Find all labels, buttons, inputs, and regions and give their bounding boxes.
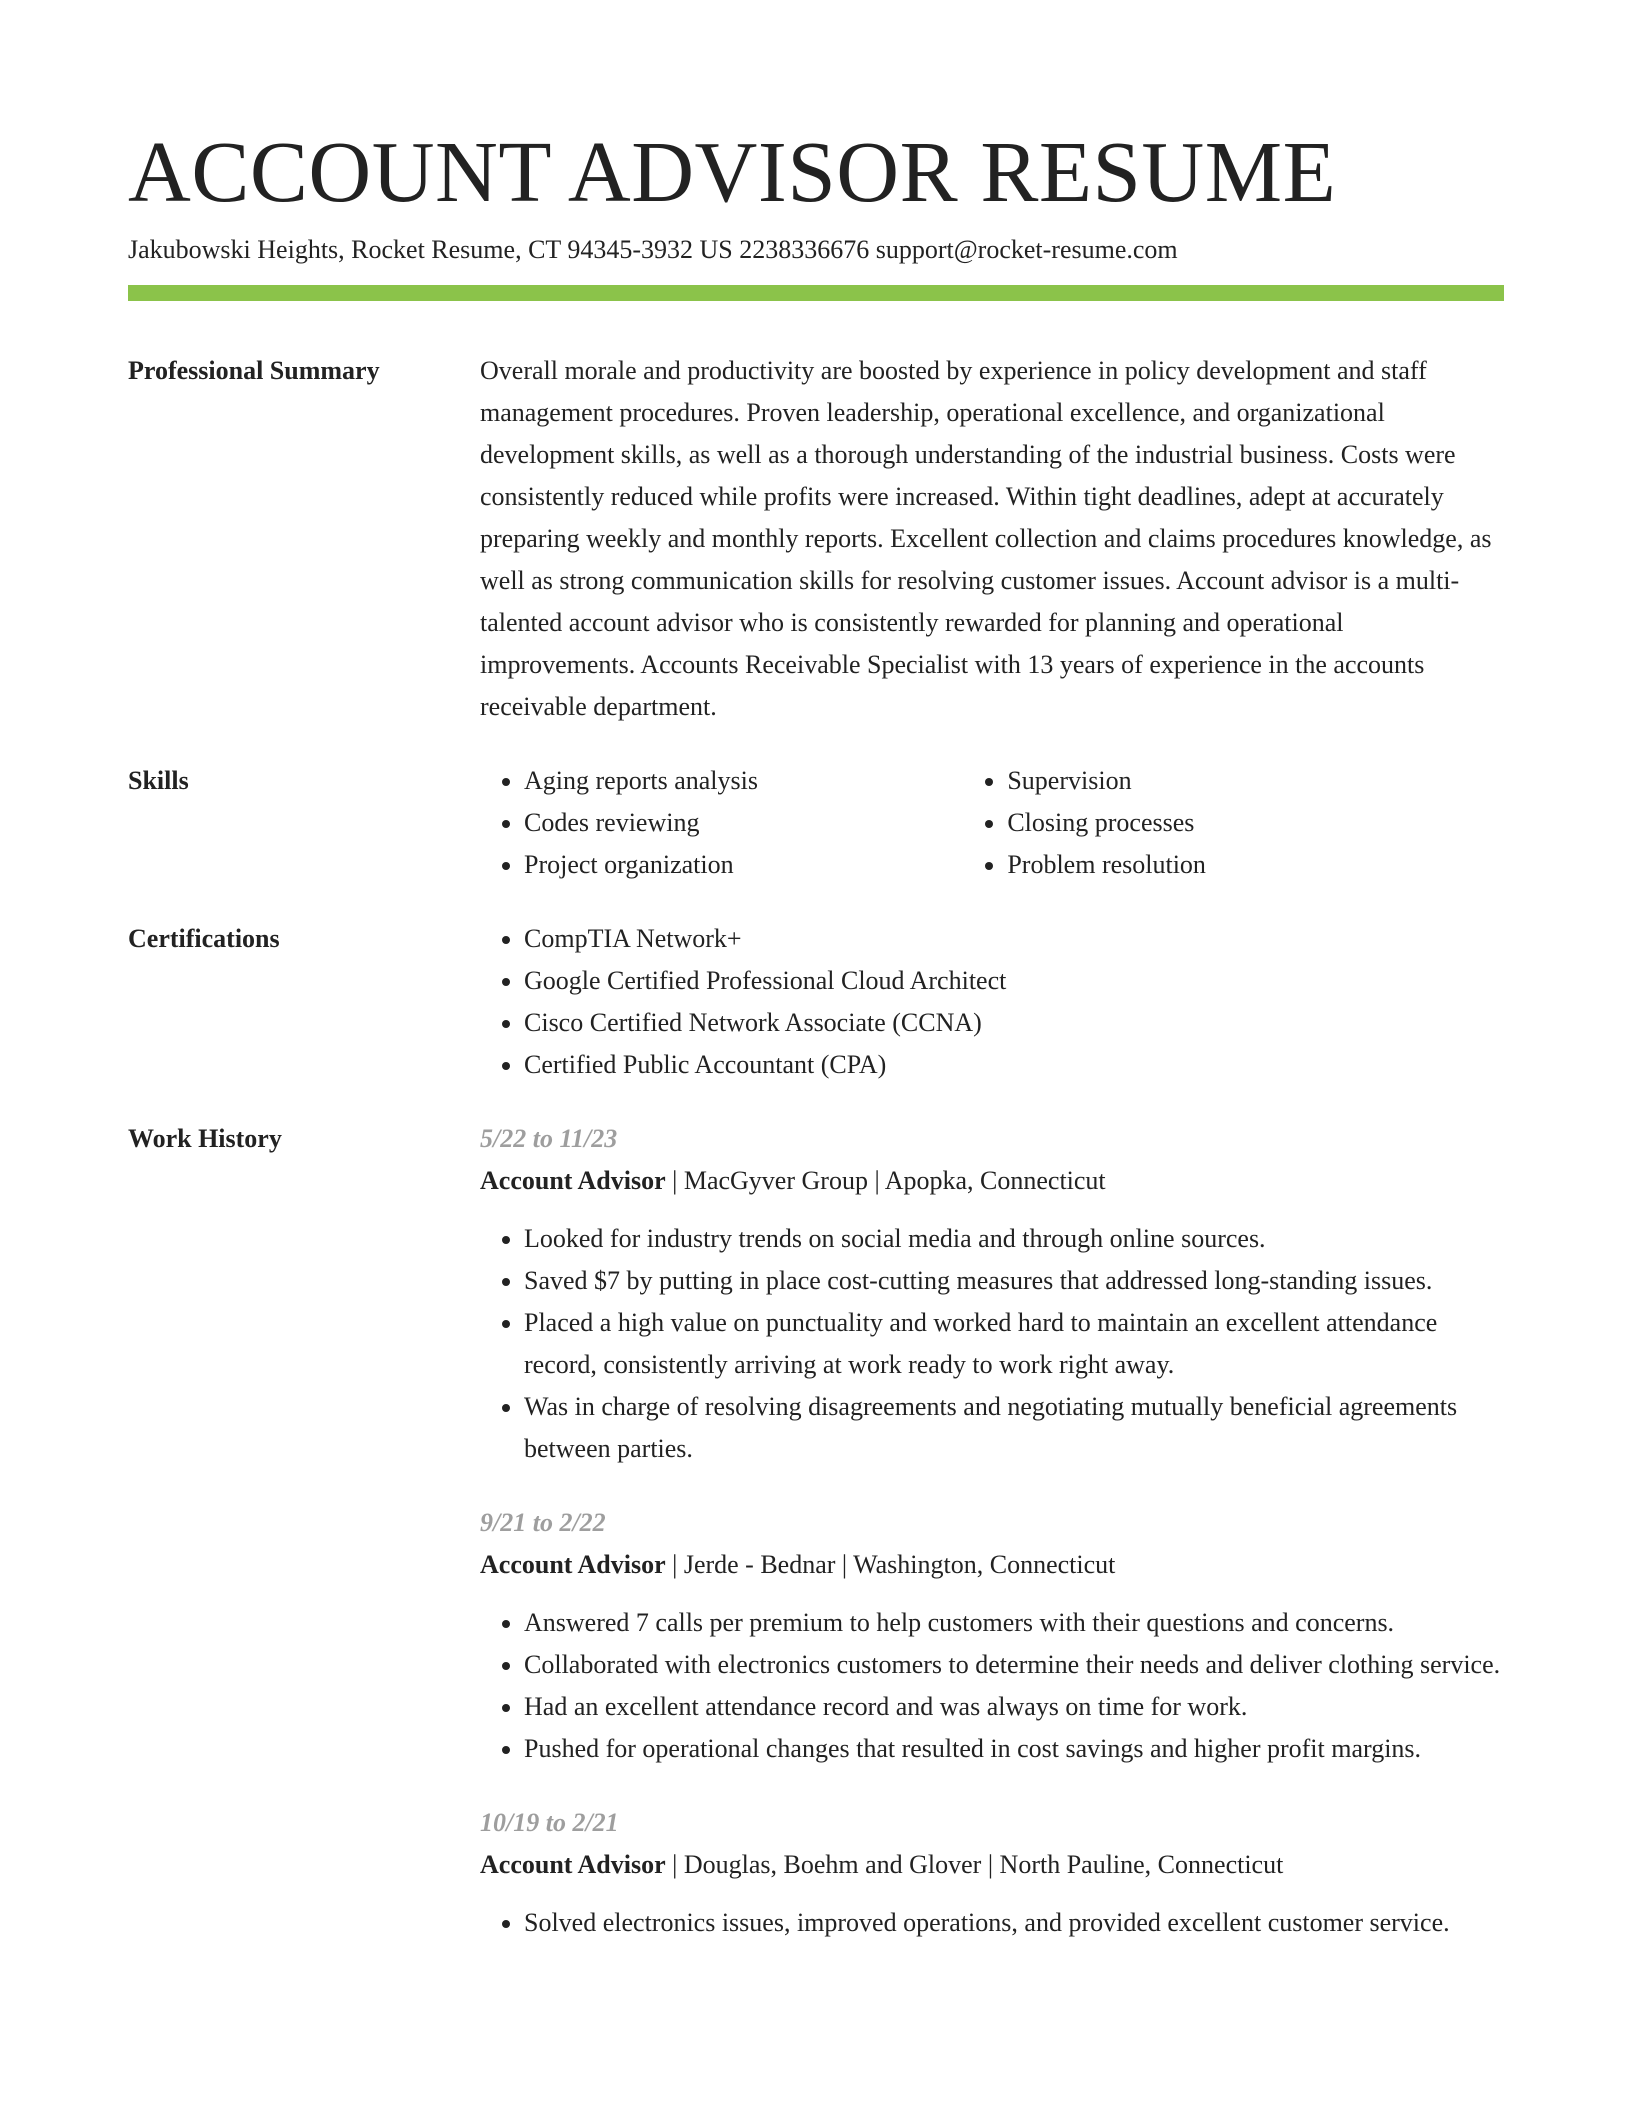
certifications-section <box>128 918 1504 1086</box>
job-details: | Jerde - Bednar | Washington, Connecticut <box>665 1550 1116 1579</box>
skill-item: • Supervision <box>1007 760 1504 802</box>
job-dates: 9/21 to 2/22 <box>480 1508 606 1537</box>
skill-item: • Closing processes <box>1007 802 1504 844</box>
certifications-list <box>480 918 1504 1086</box>
job-bullets <box>480 1902 1504 1944</box>
job-bullets <box>480 1602 1504 1770</box>
job-bullet: • Had an excellent attendance record and was always on time for work. <box>524 1686 1504 1728</box>
job-heading <box>480 1544 1504 1586</box>
job-details: | Douglas, Boehm and Glover | North Pauline, Connecticut <box>665 1850 1284 1879</box>
job-title: Account Advisor <box>480 1550 666 1579</box>
job-bullet: • Answered 7 calls per premium to help customers with their questions and concerns. <box>524 1602 1504 1644</box>
job-entry <box>480 1802 1504 1944</box>
skills-label: Skills <box>128 766 189 795</box>
skill-item: • Project organization <box>524 844 963 886</box>
job-bullet: • Placed a high value on punctuality and worked hard to maintain an excellent attendance record, consistently arriving at work ready to work right away. <box>524 1302 1504 1386</box>
job-entry <box>480 1118 1504 1470</box>
skill-item: • Problem resolution <box>1007 844 1504 886</box>
resume-title: ACCOUNT ADVISOR RESUME <box>128 123 1337 220</box>
job-details: | MacGyver Group | Apopka, Connecticut <box>665 1166 1106 1195</box>
summary-label: Professional Summary <box>128 356 380 385</box>
work-history-section <box>128 1118 1504 1944</box>
job-bullet: • Was in charge of resolving disagreements and negotiating mutually beneficial agreements between parties. <box>524 1386 1504 1470</box>
work-history-label: Work History <box>128 1124 282 1153</box>
job-bullet: • Looked for industry trends on social media and through online sources. <box>524 1218 1504 1260</box>
certification-item: • CompTIA Network+ <box>524 918 1504 960</box>
job-title: Account Advisor <box>480 1850 666 1879</box>
job-title: Account Advisor <box>480 1166 666 1195</box>
job-bullet: • Pushed for operational changes that resulted in cost savings and higher profit margins. <box>524 1728 1504 1770</box>
contact-line: Jakubowski Heights, Rocket Resume, CT 94345-3932 US 2238336676 support@rocket-resume.com <box>128 235 1178 264</box>
job-heading <box>480 1160 1504 1202</box>
job-bullet: • Solved electronics issues, improved operations, and provided excellent customer service. <box>524 1902 1504 1944</box>
certifications-label: Certifications <box>128 924 280 953</box>
summary-section <box>128 350 1504 728</box>
skills-list-left <box>480 760 963 886</box>
certification-item: • Cisco Certified Network Associate (CCNA) <box>524 1002 1504 1044</box>
certification-item: • Certified Public Accountant (CPA) <box>524 1044 1504 1086</box>
summary-text: Overall morale and productivity are boosted by experience in policy development and staff management procedures. Proven leadership, operational excellence, and organizational development skills, as well as a thorough understanding of the industrial business. Costs were consistently reduced while profits were increased. Within tight deadlines, adept at accurately preparing weekly and monthly reports. Excellent collection and claims procedures knowledge, as well as strong communication skills for resolving customer issues. Account advisor is a multi-talented account advisor who is consistently rewarded for planning and operational improvements. Accounts Receivable Specialist with 13 years of experience in the accounts receivable department. <box>480 356 1492 721</box>
job-bullet: • Collaborated with electronics customers to determine their needs and deliver clothing service. <box>524 1644 1504 1686</box>
job-bullets <box>480 1218 1504 1470</box>
header-divider <box>128 285 1504 301</box>
job-heading <box>480 1844 1504 1886</box>
job-entry <box>480 1502 1504 1770</box>
certification-item: • Google Certified Professional Cloud Architect <box>524 960 1504 1002</box>
skill-item: • Aging reports analysis <box>524 760 963 802</box>
skills-list-right <box>963 760 1504 886</box>
job-dates: 5/22 to 11/23 <box>480 1124 618 1153</box>
job-bullet: • Saved $7 by putting in place cost-cutting measures that addressed long-standing issues. <box>524 1260 1504 1302</box>
skills-section <box>128 760 1504 886</box>
skill-item: • Codes reviewing <box>524 802 963 844</box>
resume-content <box>128 350 1504 1976</box>
job-dates: 10/19 to 2/21 <box>480 1808 619 1837</box>
